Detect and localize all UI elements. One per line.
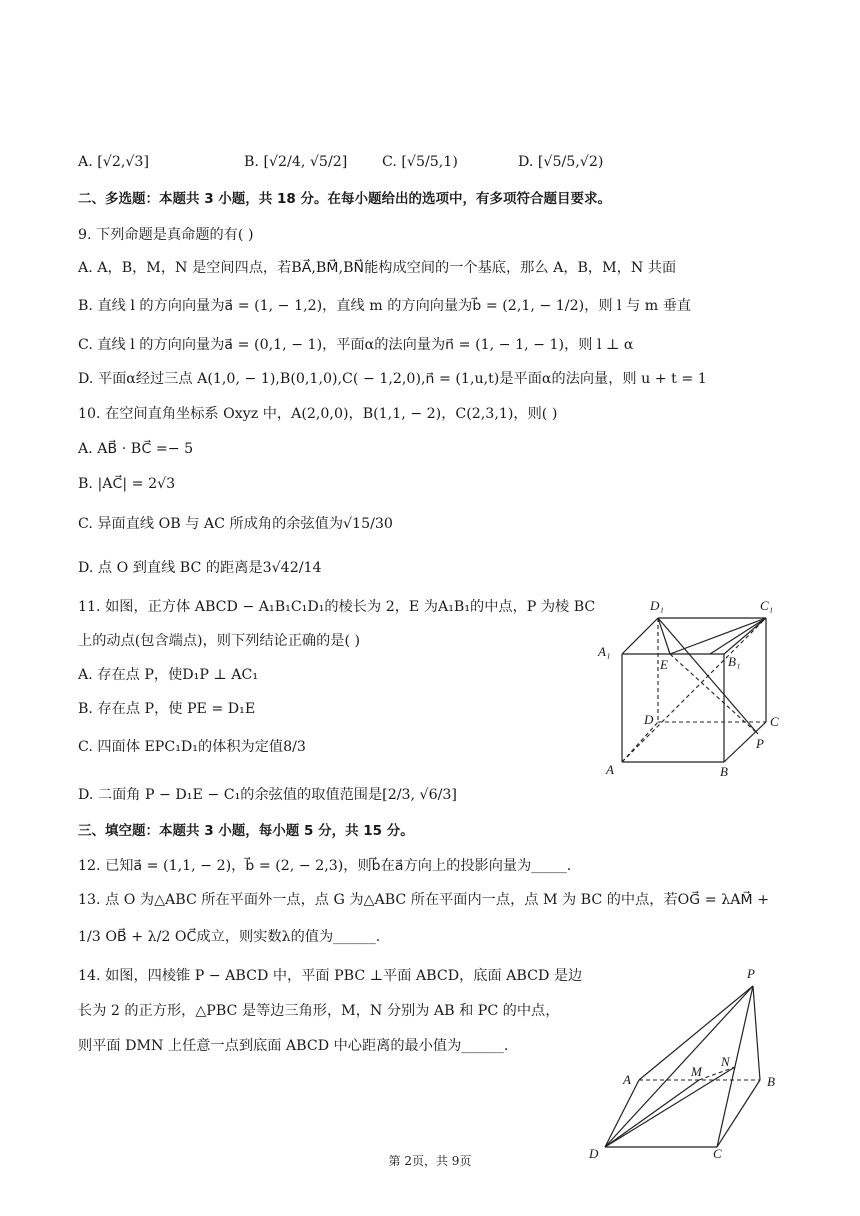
q9-option-c: C. 直线 l 的方向向量为a⃗ = (0,1, − 1)，平面α的法向量为n⃗ = (1, − 1, − 1)，则 l ⊥ α (78, 337, 634, 353)
q11-option-a: A. 存在点 P，使D₁P ⊥ AC₁ (78, 667, 259, 683)
pyramid-label-n: N (721, 1054, 730, 1069)
section-2-title: 二、多选题：本题共 3 小题，共 18 分。在每小题给出的选项中，有多项符合题目要求。 (78, 191, 611, 207)
pyramid-label-a: A (623, 1072, 631, 1087)
section-3-title: 三、填空题：本题共 3 小题，每小题 5 分，共 15 分。 (78, 823, 414, 839)
cube-label-c1: C₁ (760, 598, 774, 613)
cube-label-p: P (756, 736, 764, 751)
page-footer: 第 2页，共 9页 (388, 1154, 472, 1168)
q10-option-c: C. 异面直线 OB 与 AC 所成角的余弦值为√15/30 (78, 516, 393, 532)
cube-label-e: E (660, 657, 668, 672)
cube-label-d1: D₁ (650, 598, 664, 613)
q10-option-d: D. 点 O 到直线 BC 的距离是3√42/14 (78, 560, 322, 576)
q11-stem-line-1: 11. 如图，正方体 ABCD − A₁B₁C₁D₁的棱长为 2，E 为A₁B₁的中点，P 为棱 BC (78, 599, 596, 615)
cube-label-b: B (720, 764, 728, 779)
q10-stem: 10. 在空间直角坐标系 Oxyz 中，A(2,0,0)，B(1,1, − 2)，C(2,3,1)，则( ) (78, 406, 558, 422)
q12-stem: 12. 已知a⃗ = (1,1, − 2)，b⃗ = (2, − 2,3)，则b⃗在a⃗方向上的投影向量为_____. (78, 858, 572, 874)
pyramid-label-p: P (747, 966, 755, 981)
q10-option-b: B. |AC⃗| = 2√3 (78, 476, 176, 492)
q11-stem-line-2: 上的动点(包含端点)，则下列结论正确的是( ) (78, 633, 361, 649)
q14-stem-line-2: 长为 2 的正方形，△PBC 是等边三角形，M，N 分别为 AB 和 PC 的中点， (78, 1003, 560, 1019)
cube-label-a: A (606, 762, 614, 777)
q11-option-d: D. 二面角 P − D₁E − C₁的余弦值的取值范围是[2/3, √6/3] (78, 787, 457, 803)
pyramid-label-c: C (713, 1146, 722, 1161)
q8-option-a: A. [√2,√3] (78, 154, 149, 170)
cube-label-a1: A₁ (598, 644, 611, 659)
q11-option-c: C. 四面体 EPC₁D₁的体积为定值8/3 (78, 739, 306, 755)
q10-option-a: A. AB⃗ · BC⃗ =− 5 (78, 441, 194, 457)
q9-stem: 9. 下列命题是真命题的有( ) (78, 227, 254, 243)
pyramid-label-d: D (589, 1146, 599, 1161)
q14-stem-line-1: 14. 如图，四棱锥 P − ABCD 中，平面 PBC ⊥平面 ABCD，底面 ABCD 是边 (78, 968, 583, 984)
q9-option-d: D. 平面α经过三点 A(1,0, − 1),B(0,1,0),C( − 1,2,0),n⃗ = (1,u,t)是平面α的法向量，则 u + t = 1 (78, 371, 707, 387)
cube-label-d: D (644, 712, 654, 727)
q8-option-d: D. [√5/5,√2) (518, 154, 604, 170)
q11-option-b: B. 存在点 P，使 PE = D₁E (78, 701, 256, 717)
cube-label-b1: B₁ (728, 654, 741, 669)
q9-option-b: B. 直线 l 的方向向量为a⃗ = (1, − 1,2)，直线 m 的方向向量为b⃗ = (2,1, − 1/2)，则 l 与 m 垂直 (78, 298, 692, 314)
pyramid-label-b: B (767, 1074, 775, 1089)
pyramid-label-m: M (691, 1064, 702, 1079)
q8-option-c: C. [√5/5,1) (382, 154, 458, 170)
q8-option-b: B. [√2/4, √5/2] (244, 154, 348, 170)
q9-option-a: A. A，B，M，N 是空间四点，若BA⃗,BM⃗,BN⃗能构成空间的一个基底，那么 A，B，M，N 共面 (78, 260, 677, 276)
cube-figure (590, 594, 790, 784)
q13-stem-line-1: 13. 点 O 为△ABC 所在平面外一点，点 G 为△ABC 所在平面内一点，点 M 为 BC 的中点，若OG⃗ = λAM⃗ + (78, 892, 770, 908)
pyramid-figure (585, 962, 795, 1162)
q13-stem-line-2: 1/3 OB⃗ + λ/2 OC⃗成立，则实数λ的值为______. (78, 929, 381, 945)
cube-label-c: C (770, 714, 779, 729)
q14-stem-line-3: 则平面 DMN 上任意一点到底面 ABCD 中心距离的最小值为______. (78, 1038, 509, 1054)
